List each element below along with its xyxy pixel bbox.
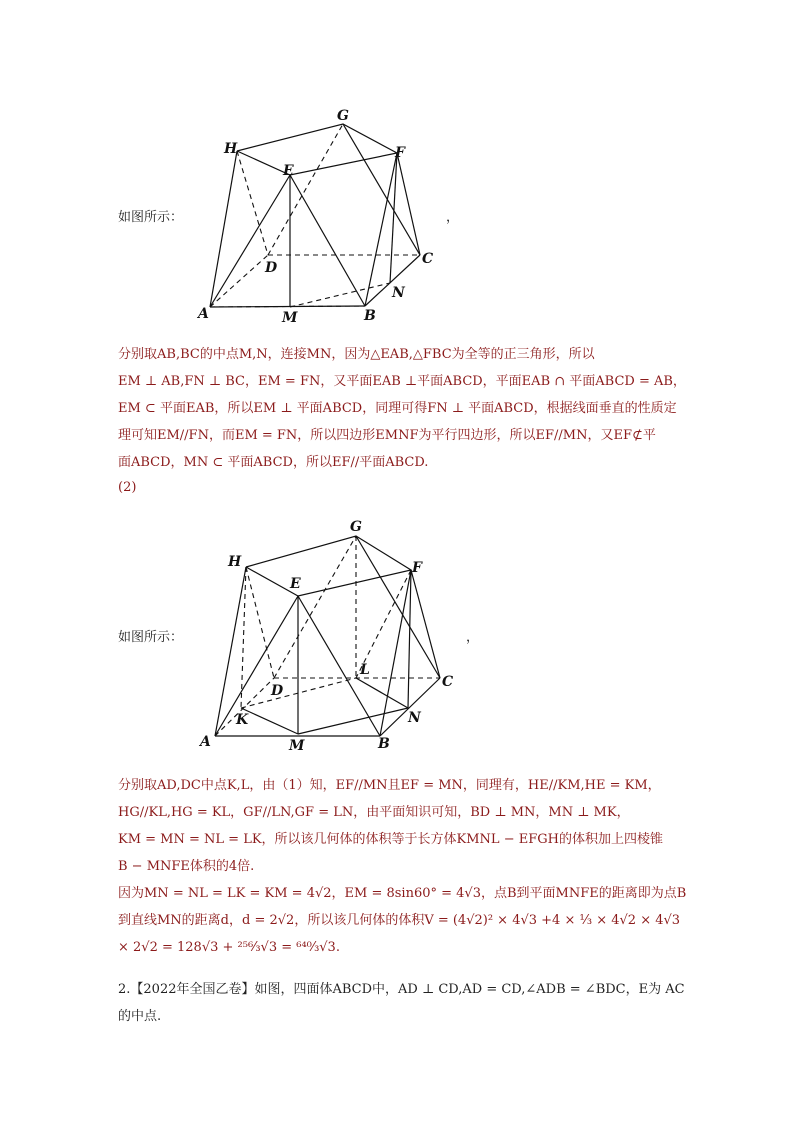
point-label-L: L [360, 662, 370, 678]
part2-line-5: 因为MN = NL = LK = KM = 4√2，EM = 8sin60° = 4√3，点B到平面MNFE的距离即为点B [118, 886, 687, 901]
point-label-B: B [378, 736, 390, 752]
figure2-solid-edges [215, 536, 440, 736]
part2-label: (2) [118, 480, 137, 495]
part1-line-2: EM ⊥ AB,FN ⊥ BC，EM = FN，又平面EAB ⊥平面ABCD，平面EAB ∩ 平面ABCD = AB， [118, 374, 686, 389]
figure1-diagram [190, 100, 450, 330]
part1-line-4: 理可知EM//FN，而EM = FN，所以四边形EMNF为平行四边形，所以EF//MN，又EF⊄平 [118, 428, 656, 443]
figure1-solid-edges [210, 124, 420, 307]
point-label-D: D [271, 683, 284, 699]
part1-line-5: 面ABCD，MN ⊂ 平面ABCD，所以EF//平面ABCD. [118, 455, 429, 470]
problem2-line-1: 2.【2022年全国乙卷】如图，四面体ABCD中，AD ⊥ CD,AD = CD,∠ADB = ∠BDC，E为 AC [118, 982, 685, 997]
point-label-H: H [228, 554, 242, 570]
point-label-N: N [392, 285, 405, 301]
problem2-statement [118, 976, 685, 1030]
part1-line-1: 分别取AB,BC的中点M,N，连接MN，因为△EAB,△FBC为全等的正三角形，所以 [118, 347, 595, 362]
figure1-trailing-comma: ， [446, 210, 460, 225]
figure1-dashed-edges [210, 124, 420, 307]
part2-line-1: 分别取AD,DC中点K,L，由（1）知，EF//MN且EF = MN，同理有，HE//KM,HE = KM， [118, 778, 661, 793]
figure2-diagram [190, 512, 470, 757]
part2-solution [118, 772, 687, 961]
point-label-F: F [412, 560, 422, 576]
point-label-M: M [289, 738, 305, 754]
point-label-H: H [224, 141, 238, 157]
part2-line-7: × 2√2 = 128√3 + ²⁵⁶⁄₃√3 = ⁶⁴⁰⁄₃√3. [118, 940, 340, 955]
problem2-line-2: 的中点. [118, 1009, 162, 1024]
point-label-A: A [200, 734, 211, 750]
part2-line-6: 到直线MN的距离d，d = 2√2，所以该几何体的体积V = (4√2)² × 4√3 +4 × ⅓ × 4√2 × 4√3 [118, 913, 681, 928]
part1-line-3: EM ⊂ 平面EAB，所以EM ⊥ 平面ABCD，同理可得FN ⊥ 平面ABCD，根据线面垂直的性质定 [118, 401, 677, 416]
part1-solution [118, 341, 686, 476]
point-label-F: F [395, 145, 405, 161]
point-label-C: C [422, 251, 434, 267]
point-label-E: E [290, 576, 301, 592]
point-label-A: A [198, 306, 209, 322]
figure2-trailing-comma: ， [466, 630, 480, 645]
figure2-caption: 如图所示： [118, 630, 184, 645]
figure1-caption: 如图所示： [118, 210, 184, 225]
point-label-G: G [337, 108, 349, 124]
point-label-E: E [283, 163, 294, 179]
point-label-N: N [408, 710, 421, 726]
part2-line-3: KM = MN = NL = LK，所以该几何体的体积等于长方体KMNL − EFGH的体积加上四棱锥 [118, 832, 663, 847]
point-label-M: M [282, 310, 298, 326]
point-label-G: G [350, 519, 362, 535]
point-label-B: B [364, 308, 376, 324]
part2-line-4: B − MNFE体积的4倍. [118, 859, 255, 874]
point-label-C: C [442, 674, 454, 690]
point-label-K: K [236, 712, 249, 728]
point-label-D: D [265, 260, 278, 276]
part2-line-2: HG//KL,HG = KL，GF//LN,GF = LN，由平面知识可知，BD ⊥ MN，MN ⊥ MK， [118, 805, 630, 820]
